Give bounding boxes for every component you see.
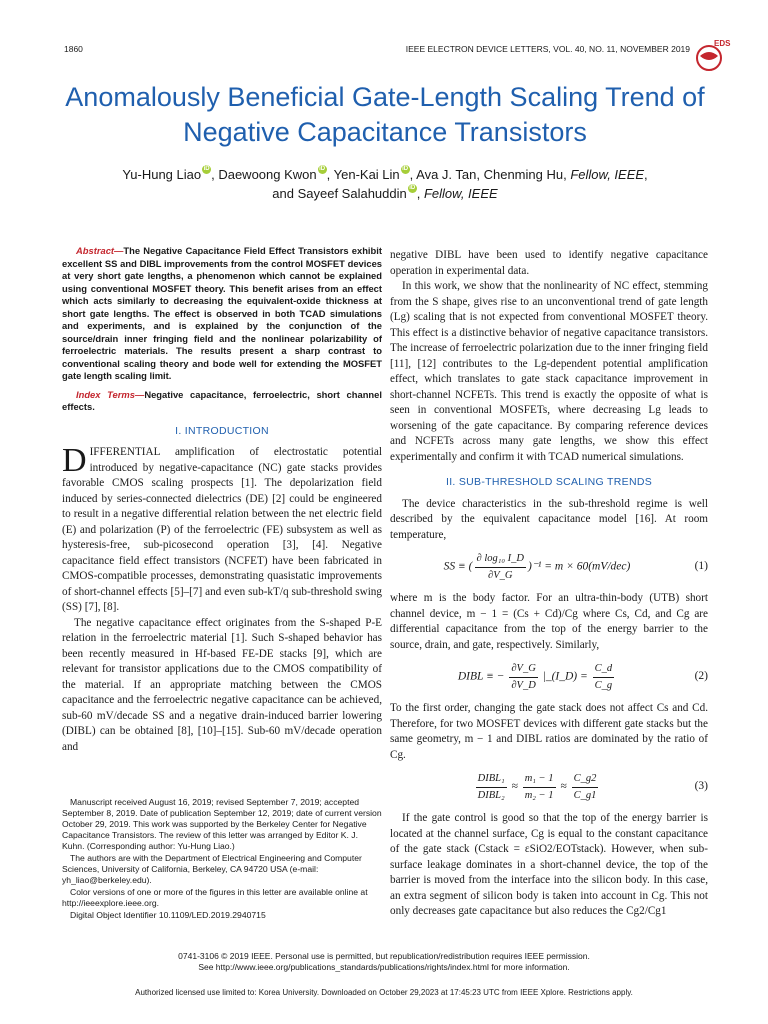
author-list: Yu-Hung Liao iD , Daewoong Kwon iD , Yen-Kai Lin iD , Ava J. Tan, Chenming Hu, Fellow, IEEE, and Sayeef Salahuddin iD , Fellow, IEEE (122, 166, 648, 201)
eq-denominator: DIBL₂ (477, 789, 505, 801)
paragraph: negative DIBL have been used to identify negative capacitance operation in experimental data. (390, 249, 708, 277)
orcid-icon[interactable]: iD (203, 166, 210, 172)
paragraph: If the gate control is good so that the top of the energy barrier is located at the channel surface, Cg is equal to the constant capacitance of the gate stack (Cstack = εSiO2/EOTstack). However, when sub-surface leakage dominates in a short-channel device, the top of the barrier is moved from the interface into the silicon body. In this case, an extra segment of silicon body is taken into account in Cg. This not only decreases gate capacitance but also reduces the Cg2/Cg1 (390, 812, 708, 917)
footnote: Manuscript received August 16, 2019; revised September 7, 2019; accepted September 8, 2019. Date of publication September 12, 2019; date of current version October 29, 2019. This work was supported by the Berkeley Center for Negative Capacitance Transistors. The review of this letter was arranged by Editor K. J. Kuhn. (Corresponding author: Yu-Hung Liao.) (62, 797, 382, 851)
section-heading: I. INTRODUCTION (175, 424, 269, 437)
paragraph: where m is the body factor. For an ultra-thin-body (UTB) short channel device, m − 1 = (Cs + Cd)/Cg where Cs, Cd, and Cg are differential capacitance from the top of the energy barrier to the source, drain, and gate, respectively. Similarly, (390, 592, 708, 651)
eq-numerator: m₁ − 1 (523, 771, 556, 788)
abstract-lead: Abstract— (76, 245, 124, 256)
orcid-icon[interactable]: iD (409, 185, 416, 191)
eq-denominator: m₂ − 1 (524, 789, 554, 801)
logo-text: EDS (714, 39, 731, 48)
author: and Sayeef Salahuddin (272, 186, 407, 201)
author: Ava J. Tan, Chenming Hu, (416, 167, 567, 182)
footnotes (62, 797, 382, 922)
eq-numerator: ∂ log₁₀ I_D (475, 551, 527, 568)
orcid-icon[interactable]: iD (319, 166, 326, 172)
drop-cap: D (62, 442, 87, 479)
copyright-line: 0741-3106 © 2019 IEEE. Personal use is permitted, but republication/redistribution requires IEEE permission. (178, 951, 590, 961)
equation-1: SS ≡ ( $\frac{\text{∂ log₁₀ I\_D}}{\partial V\_G}$ )⁻¹ = m × 60(mV/dec) (1) (390, 551, 708, 583)
paragraph: To the first order, changing the gate stack does not affect Cs and Cd. Therefore, for two MOSFET devices with different gate stacks but the same geometry, m − 1 and DIBL ratios are dominated by the ratio of Cg. (390, 702, 708, 761)
author: Yen-Kai Lin (333, 167, 400, 182)
equation-number: (1) (694, 560, 708, 573)
eq-denominator: C_g1 (573, 789, 597, 801)
index-terms-lead: Index Terms— (76, 388, 145, 400)
author-fellow: Fellow, IEEE (423, 186, 498, 201)
paragraph: The negative capacitance effect originates from the S-shaped P-E relation in the ferroelectric material [1]. Such S-shaped behavior has been recently measured in Hf-based FE-DE stacks [9], which are relevant for transistor applications due to the CMOS compatibility of the material. If an appropriate matching between the CMOS capacitance and the ferroelectric negative capacitance can be achieved, sub-60 mV/decade SS and a negative drain-induced barrier lowering (DIBL) can be obtained [8], [10]–[15]. Sub-60 mV/decade operation and (62, 616, 382, 753)
footnote: Digital Object Identifier 10.1109/LED.2019.2940715 (70, 910, 266, 920)
footnote: Color versions of one or more of the figures in this letter are available online at http://ieeexplore.ieee.org. (62, 887, 368, 908)
eq-term: DIBL ≡ − (457, 670, 505, 683)
eq-term: SS ≡ (443, 560, 466, 573)
paragraph-text: IFFERENTIAL amplification of electrostatic potential introduced by negative-capacitance (NC) gate stacks provides favorable CMOS scaling prospects [1]. The depolarization field induced by series-connected dielectrics (DE) [2] could be engineered to result in a negative differential relation between the net electric field (E) and polarization (P) of the ferroelectric (FE) subsystem as well as hysteresis-free, sub-picosecond operation [3], [4]. Negative capacitance field effect transistors (NCFET) have been fabricated in CMOS-compatible processes, demonstrating quasistatic improvements of short-channel effects [5]–[7] and even sub-kT/q sub-threshold swing (SS) [7], [8]. (62, 446, 382, 613)
eds-logo-icon (694, 38, 731, 74)
orcid-icon[interactable]: iD (402, 166, 409, 172)
license-notice: Authorized licensed use limited to: Korea University. Downloaded on October 29,2023 at 17:45:23 UTC from IEEE Xplore. Restrictions apply. (135, 988, 633, 997)
index-terms-text: Negative capacitance, ferroelectric, short channel effects. (62, 388, 382, 412)
equation-2 (390, 661, 708, 693)
abstract (62, 245, 382, 383)
copyright-notice (0, 951, 768, 973)
footnote: The authors are with the Department of Electrical Engineering and Computer Sciences, University of California, Berkeley, CA 94720 USA (e-mail: yh_liao@berkeley.edu). (62, 853, 362, 885)
eq-denominator: ∂V_D (511, 679, 536, 691)
abstract-text: The Negative Capacitance Field Effect Transistors exhibit excellent SS and DIBL improvements from the control MOSFET devices at very short gate lengths, a phenomenon which cannot be explained using conventional MOSFET theory. This benefit arises from an effect which acts similarly to decreasing the equivalent-oxide thickness at short gate lengths. The effect is observed in both TCAD simulations and experiments, and is explained by the conjunction of the source/drain inner fringing field and the nonlinear polarizability of ferroelectric materials. The results present a sharp contrast to conventional scaling theory and bode well for extending the MOSFET gate length scaling limit. (62, 245, 382, 381)
paragraph (62, 442, 382, 616)
paragraph: The device characteristics in the sub-threshold regime is well described by the equivalent capacitance model [16]. At room temperature, (390, 497, 708, 541)
equation-number: (3) (694, 780, 708, 793)
right-column (390, 248, 708, 920)
section-heading: II. SUB-THRESHOLD SCALING TRENDS (445, 476, 653, 488)
eq-numerator: C_g2 (572, 771, 599, 788)
eq-numerator: DIBL₁ (476, 771, 507, 788)
left-column (62, 245, 382, 755)
eq-term: = m × 60(mV/dec) (544, 560, 631, 573)
paragraph: In this work, we show that the nonlinearity of NC effect, stemming from the S shape, gives rise to an unconventional trend of gate length (Lg) scaling that is not expected from conventional MOSFET theory. This effect is a distinctive behavior of negative capacitance transistors. The increase of ferroelectric polarization due to the inner fringing field [11], [12] contributes to the Lg-dependent potential amplification effect, which translates to gate stack capacitance improvement in short-channel NCFETs. This trend is exactly the opposite of what is seen in conventional MOSFETs, where decreasing Lg leads to worsening of the gate capacitance. By comparing reference devices and NCFETs across many gate lengths, we show this effect experimentally and confirm it with TCAD numerical simulations. (390, 280, 708, 463)
index-terms (62, 389, 382, 414)
equation-number: (2) (694, 670, 708, 683)
author: Yu-Hung Liao (122, 167, 202, 182)
author: Daewoong Kwon (218, 167, 317, 182)
eq-numerator: ∂V_G (509, 661, 537, 678)
paper-title: Anomalously Beneficial Gate-Length Scaling Trend of Negative Capacitance Transistors (65, 82, 705, 147)
eq-denominator: C_g (594, 679, 613, 691)
page-number: 1860 (64, 44, 83, 54)
eq-term: |_(I_D) = (542, 670, 588, 683)
eq-denominator: ∂V_G (488, 569, 513, 581)
journal-header: IEEE ELECTRON DEVICE LETTERS, VOL. 40, NO. 11, NOVEMBER 2019 (405, 44, 690, 54)
equation-3: $\frac{\text{DIBL₁}}{\text{DIBL₂}}$ ≈ $\frac{\text{m₁ − 1}}{\text{m₂ − 1}}$ ≈ $\frac{C\_g2}{C\_g1}$ (3) (390, 771, 708, 803)
rights-link[interactable]: See http://www.ieee.org/publications_standards/publications/rights/index.html for more information. (198, 962, 570, 972)
eq-numerator: C_d (593, 661, 615, 678)
author-fellow: Fellow, IEEE (570, 167, 645, 182)
